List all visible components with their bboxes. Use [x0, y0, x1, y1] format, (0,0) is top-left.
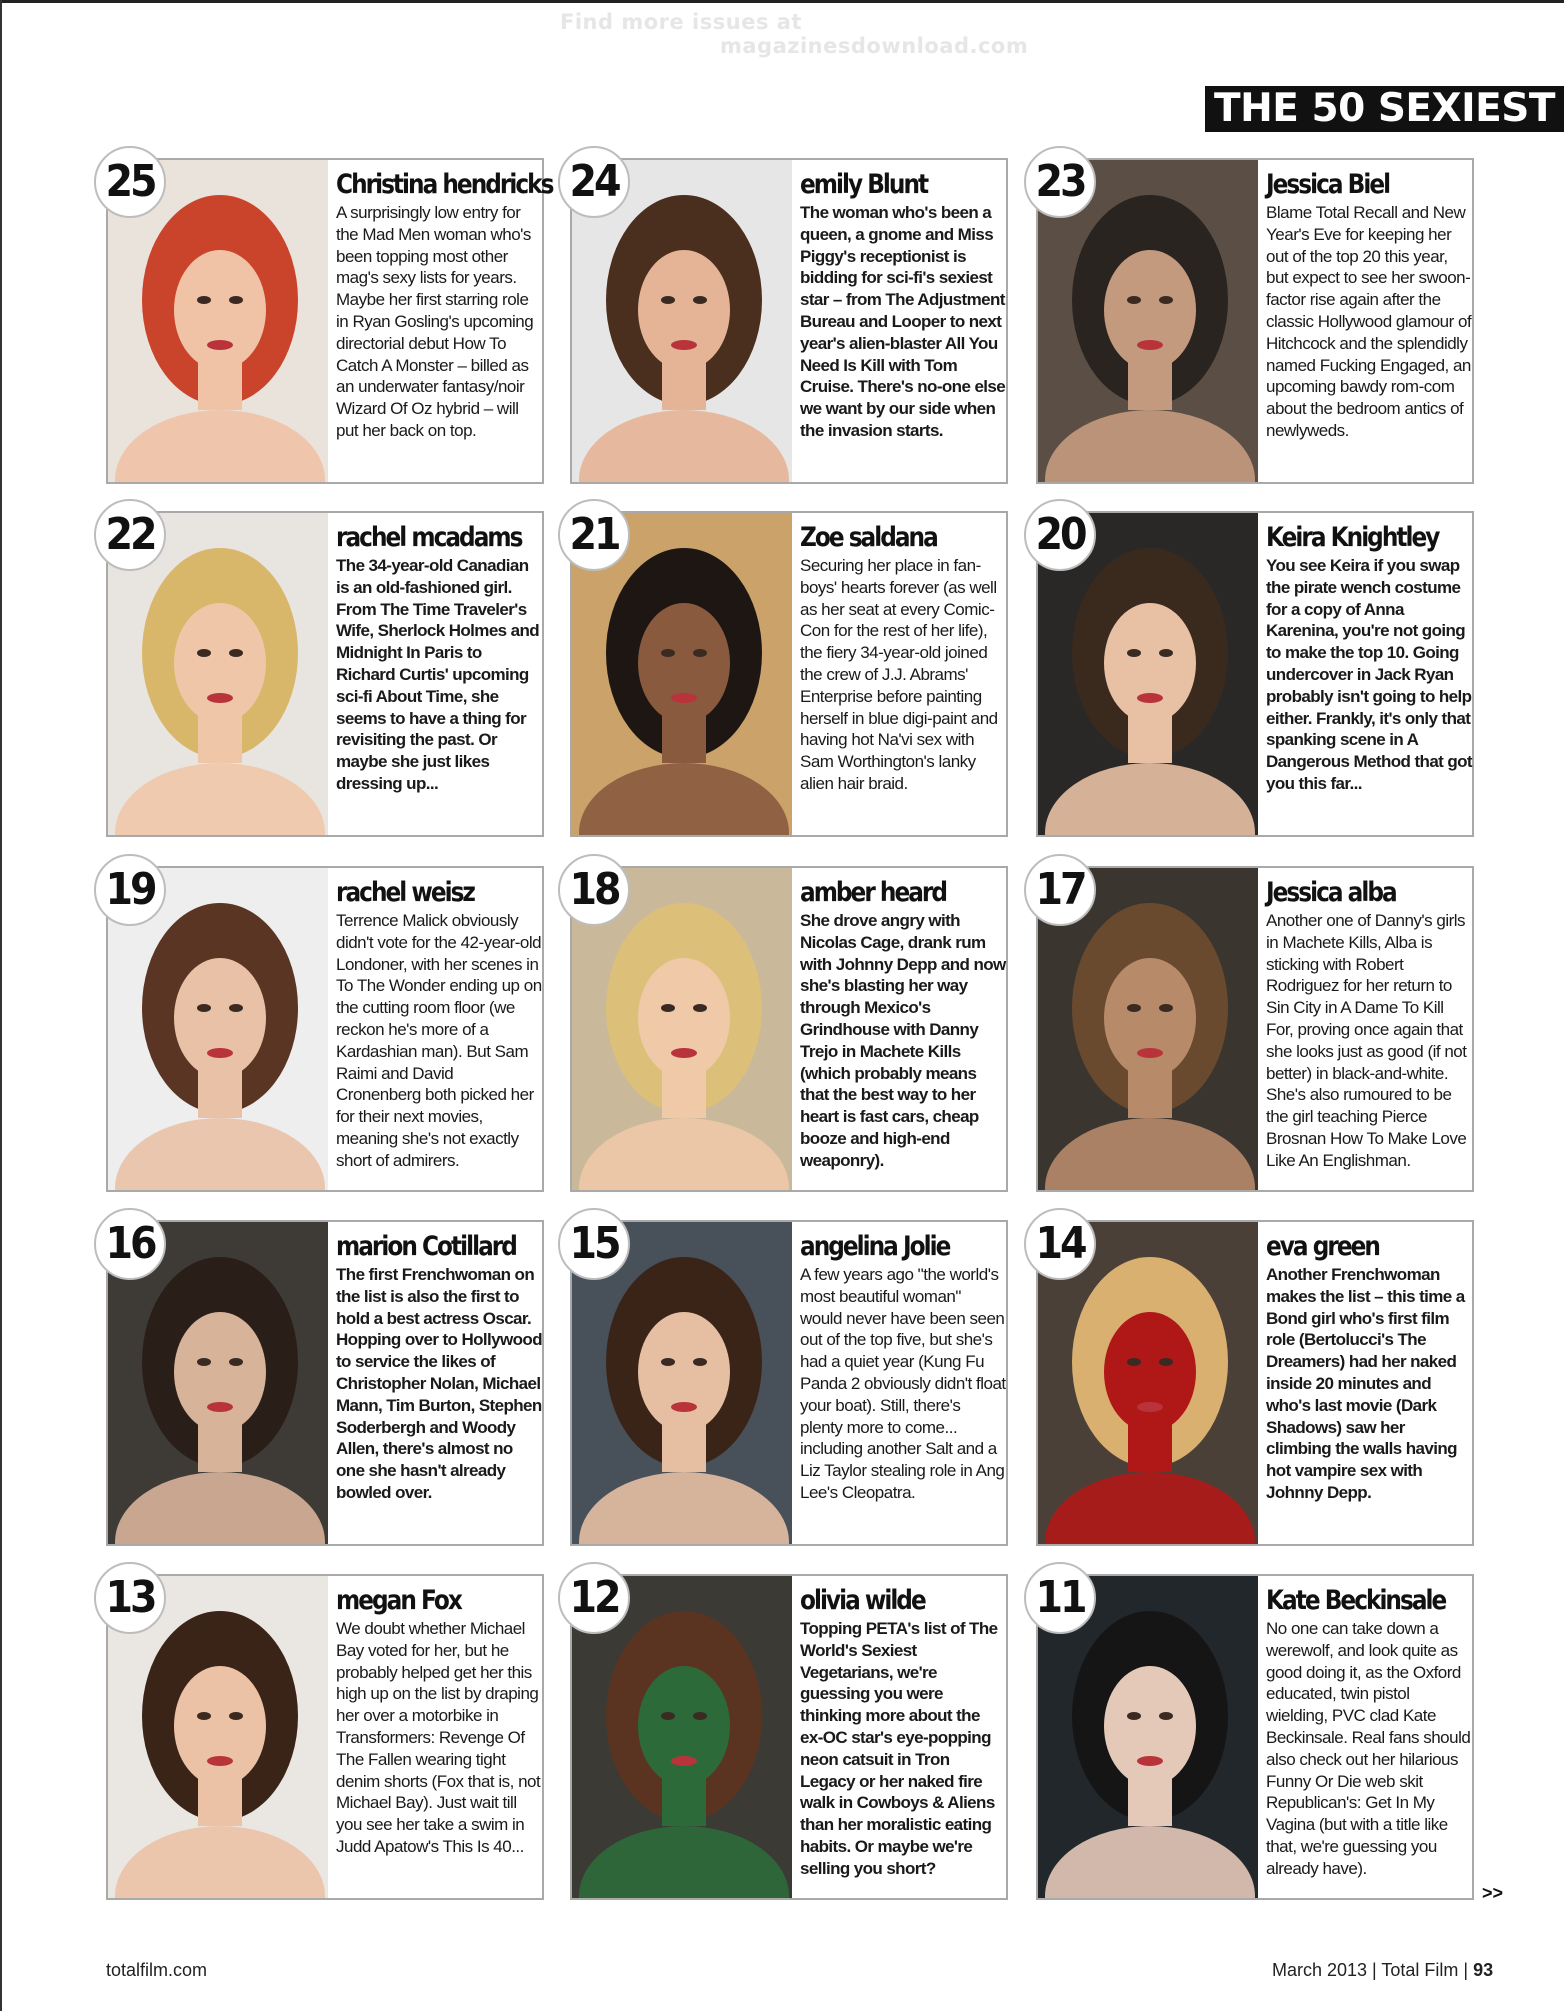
entry-card — [106, 866, 544, 1192]
rank-badge: 15 — [558, 1208, 630, 1280]
entry-text — [800, 876, 1006, 1172]
entry-text — [1266, 1584, 1472, 1880]
page-number: 93 — [1473, 1960, 1494, 1980]
entry-text — [800, 1584, 1006, 1880]
rank-badge: 18 — [558, 854, 630, 926]
rank-badge: 16 — [94, 1208, 166, 1280]
rank-badge: 25 — [94, 146, 166, 218]
entry-text — [1266, 168, 1472, 442]
entry-name: Kate Beckinsale — [1266, 1585, 1446, 1616]
entry-card — [1036, 1220, 1474, 1546]
entry-blurb: Securing her place in fan-boys' hearts forever (as well as her seat at every Comic-Con for the rest of her life), the fiery 34-year-old joined the crew of J.J. Abrams' Enterprise before painting herself in blue digi-paint and having hot Na'vi sex with Sam Worthington's lanky alien hair braid. — [800, 556, 998, 793]
entry-blurb: You see Keira if you swap the pirate wench costume for a copy of Anna Karenina, you're not going to make the top 10. Going undercover in Jack Ryan probably isn't going to help either. Frankly, it's only that spanking scene in A Dangerous Method that got you this far... — [1266, 556, 1472, 793]
entry-name: marion Cotillard — [336, 1231, 516, 1262]
footer-site: totalfilm.com — [106, 1960, 208, 1980]
entry-blurb: The first Frenchwoman on the list is also the first to hold a best actress Oscar. Hopping over to Hollywood to service the likes of Christopher Nolan, Michael Mann, Tim Burton, Stephen Soderbergh and Woody Allen, there's almost no one she hasn't already bowled over. — [336, 1265, 542, 1502]
rank-badge: 11 — [1024, 1562, 1096, 1634]
entry-text — [336, 1584, 542, 1858]
rank-badge: 13 — [94, 1562, 166, 1634]
entry-blurb: Another one of Danny's girls in Machete Kills, Alba is sticking with Robert Rodriguez for her return to Sin City in A Dame To Kill For, proving once again that she looks just as good (if not better) in black-and-white. She's also rumoured to be the girl teaching Pierce Brosnan How To Make Love Like An Englishman. — [1266, 911, 1467, 1170]
entry-blurb: The 34-year-old Canadian is an old-fashioned girl. From The Time Traveler's Wife, Sherlock Holmes and Midnight In Paris to Richard Curtis' upcoming sci-fi About Time, she seems to have a thing for revisiting the past. Or maybe she just likes dressing up... — [336, 556, 540, 793]
entry-card — [570, 866, 1008, 1192]
top-border — [0, 0, 1564, 3]
entry-card — [106, 511, 544, 837]
entry-name: emily Blunt — [800, 169, 928, 200]
rank-badge: 22 — [94, 499, 166, 571]
entry-blurb: The woman who's been a queen, a gnome and Miss Piggy's receptionist is bidding for sci-fi's sexiest star – from The Adjustment Bureau and Looper to next year's alien-blaster All You Need Is Kill with Tom Cruise. There's no-one else we want by our side when the invasion starts. — [800, 203, 1006, 440]
rank-badge: 19 — [94, 854, 166, 926]
entry-card — [1036, 511, 1474, 837]
entry-name: amber heard — [800, 877, 947, 908]
entry-card — [1036, 158, 1474, 484]
entry-card — [570, 1220, 1008, 1546]
watermark-line-2: magazinesdownload.com — [720, 34, 1029, 58]
entry-text — [1266, 521, 1472, 795]
entry-text — [336, 521, 542, 795]
rank-badge: 12 — [558, 1562, 630, 1634]
entry-text — [800, 168, 1006, 442]
entry-name: Jessica alba — [1266, 877, 1396, 908]
entry-blurb: She drove angry with Nicolas Cage, drank rum with Johnny Depp and now she's blasting her way through Mexico's Grindhouse with Danny Trejo in Machete Kills (which probably means that the best way to her heart is fast cars, cheap booze and high-end weaponry). — [800, 911, 1006, 1170]
entry-text — [336, 876, 542, 1172]
rank-badge: 17 — [1024, 854, 1096, 926]
rank-badge: 14 — [1024, 1208, 1096, 1280]
continue-arrow: >> — [1482, 1883, 1504, 1903]
entry-text — [336, 1230, 542, 1504]
entry-card — [106, 1574, 544, 1900]
footer-issue-text: March 2013 | Total Film | — [1272, 1960, 1469, 1980]
entry-name: megan Fox — [336, 1585, 461, 1616]
entry-card — [1036, 866, 1474, 1192]
rank-badge: 21 — [558, 499, 630, 571]
entry-name: olivia wilde — [800, 1585, 925, 1616]
entry-card — [106, 1220, 544, 1546]
entry-text — [800, 1230, 1006, 1504]
entry-text — [336, 168, 553, 442]
entry-name: rachel mcadams — [336, 522, 522, 553]
watermark — [560, 10, 1060, 58]
section-banner: THE 50 SEXIEST — [1205, 86, 1564, 132]
entry-blurb: Topping PETA's list of The World's Sexiest Vegetarians, we're guessing you were thinking more about the ex-OC star's eye-popping neon catsuit in Tron Legacy or her naked fire walk in Cowboys & Aliens than her moralistic eating habits. Or maybe we're selling you short? — [800, 1619, 998, 1878]
entry-card — [570, 1574, 1008, 1900]
entry-blurb: We doubt whether Michael Bay voted for her, but he probably helped get her this high up on the list by draping her over a motorbike in Transformers: Revenge Of The Fallen wearing tight denim shorts (Fox that is, not Michael Bay). Just wait till you see her take a swim in Judd Apatow's This Is 40... — [336, 1619, 541, 1856]
rank-badge: 24 — [558, 146, 630, 218]
entry-text — [800, 521, 1006, 795]
entry-blurb: Terrence Malick obviously didn't vote for the 42-year-old Londoner, with her scenes in To The Wonder ending up on the cutting room floor (we reckon he's more of a Kardashian man). But Sam Raimi and David Cronenberg both picked her for their next movies, meaning she's not exactly short of admirers. — [336, 911, 542, 1170]
entry-blurb: A few years ago "the world's most beautiful woman" would never have been seen out of the top five, but she's had a quiet year (Kung Fu Panda 2 obviously didn't float your boat). Still, there's plenty more to come... including another Salt and a Liz Taylor stealing role in Ang Lee's Cleopatra. — [800, 1265, 1006, 1502]
entry-name: Christina hendricks — [336, 169, 553, 200]
entry-text — [1266, 876, 1472, 1172]
watermark-line-1: Find more issues at — [560, 10, 802, 34]
entry-text — [1266, 1230, 1472, 1504]
left-border — [0, 0, 2, 2011]
entry-name: Jessica Biel — [1266, 169, 1390, 200]
entry-card — [570, 158, 1008, 484]
entry-blurb: Another Frenchwoman makes the list – this time a Bond girl who's first film role (Bertolucci's The Dreamers) had her naked inside 20 minutes and who's last movie (Dark Shadows) saw her climbing the walls having hot vampire sex with Johnny Depp. — [1266, 1265, 1465, 1502]
entry-blurb: No one can take down a werewolf, and look quite as good doing it, as the Oxford educated, twin pistol wielding, PVC clad Kate Beckinsale. Real fans should also check out her hilarious Funny Or Die web skit Republican's: Get In My Vagina (but with a title like that, we're guessing you already have). — [1266, 1619, 1471, 1878]
entry-name: eva green — [1266, 1231, 1379, 1262]
entry-name: Keira Knightley — [1266, 522, 1439, 553]
entry-blurb: Blame Total Recall and New Year's Eve for keeping her out of the top 20 this year, but expect to see her swoon-factor rise again after the classic Hollywood glamour of Hitchcock and the splendidly named Fucking Engaged, an upcoming bawdy rom-com about the bedroom antics of newlyweds. — [1266, 203, 1472, 440]
entry-card — [105, 156, 553, 484]
footer-issue — [1272, 1960, 1493, 1981]
rank-badge: 23 — [1024, 146, 1096, 218]
entry-name: Zoe saldana — [800, 522, 937, 553]
entry-name: angelina Jolie — [800, 1231, 950, 1262]
entry-card — [1036, 1574, 1474, 1900]
entry-blurb: A surprisingly low entry for the Mad Men woman who's been topping most other mag's sexy lists for years. Maybe her first starring role in Ryan Gosling's upcoming directorial debut How To Catch A Monster – billed as an underwater fantasy/noir Wizard Of Oz hybrid – will put her back on top. — [336, 203, 534, 440]
rank-badge: 20 — [1024, 499, 1096, 571]
entry-card — [570, 511, 1008, 837]
entry-name: rachel weisz — [336, 877, 474, 908]
